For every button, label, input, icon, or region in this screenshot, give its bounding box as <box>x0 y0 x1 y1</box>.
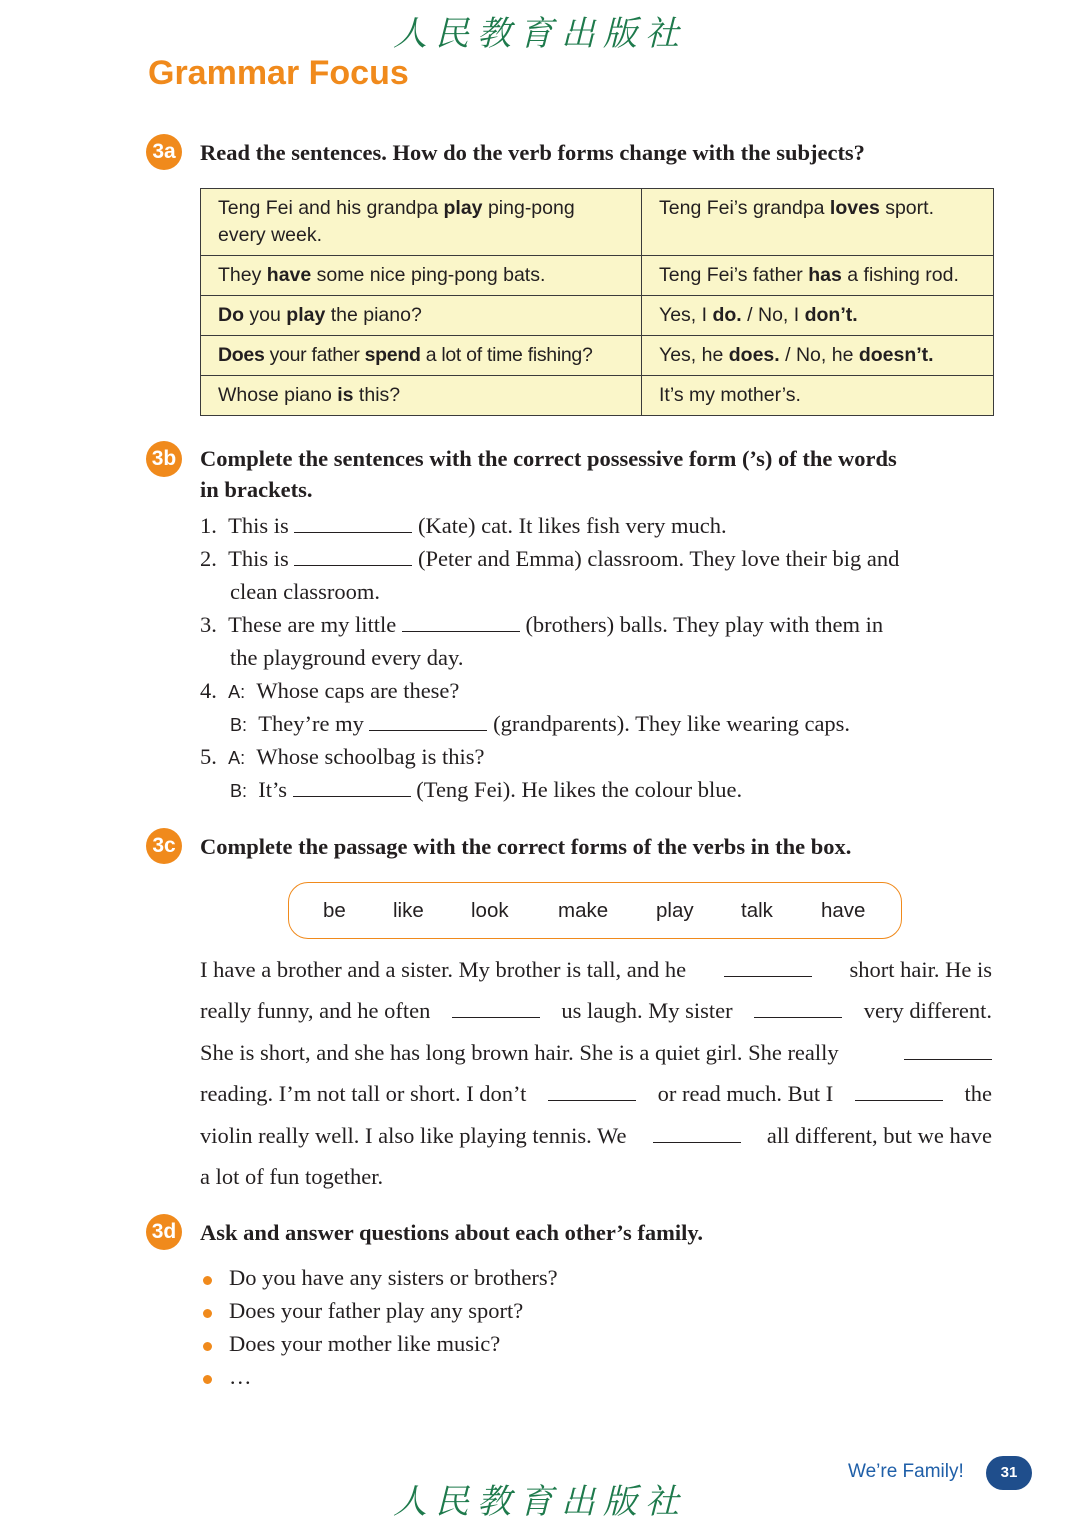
passage-line: violin really well. I also like playing tennis. We all different, but we have <box>200 1123 992 1148</box>
table-cell: Does your father spend a lot of time fishing? <box>201 336 642 376</box>
publisher-watermark-top: 人民教育出版社 <box>393 14 687 54</box>
answer-blank[interactable] <box>294 531 412 533</box>
exercise-badge-3d: 3d <box>146 1214 182 1250</box>
answer-blank[interactable] <box>293 795 411 797</box>
bullet-icon <box>203 1276 212 1285</box>
answer-blank[interactable] <box>724 975 812 977</box>
table-row <box>201 189 994 256</box>
word-look: look <box>471 899 509 922</box>
answer-blank[interactable] <box>855 1099 943 1101</box>
list-item: 2. This is (Peter and Emma) classroom. They love their big and <box>200 546 900 571</box>
word-talk: talk <box>741 899 773 922</box>
list-item: … <box>229 1364 252 1389</box>
publisher-watermark-bottom: 人民教育出版社 <box>393 1482 687 1522</box>
section-title: Grammar Focus <box>148 54 409 92</box>
list-item-continuation: the playground every day. <box>230 645 464 670</box>
list-item: 4. A: Whose caps are these? <box>200 678 460 703</box>
instruction-3c: Complete the passage with the correct forms of the verbs in the box. <box>200 834 852 859</box>
page-number: 31 <box>986 1456 1032 1490</box>
answer-blank[interactable] <box>548 1099 636 1101</box>
passage-line: I have a brother and a sister. My brother is tall, and he short hair. He is <box>200 957 992 982</box>
exercise-badge-3c: 3c <box>146 828 182 864</box>
instruction-3b <box>200 443 990 505</box>
instruction-3d: Ask and answer questions about each other’s family. <box>200 1220 703 1245</box>
table-cell: Do you play the piano? <box>201 296 642 336</box>
table-row <box>201 256 994 296</box>
word-be: be <box>323 899 346 922</box>
instruction-3a: Read the sentences. How do the verb forms change with the subjects? <box>200 140 865 165</box>
answer-blank[interactable] <box>754 1016 842 1018</box>
bullet-icon <box>203 1309 212 1318</box>
list-item-continuation: clean classroom. <box>230 579 380 604</box>
answer-blank[interactable] <box>653 1141 741 1143</box>
list-item: 5. A: Whose schoolbag is this? <box>200 744 485 769</box>
instruction-3b-line1: Complete the sentences with the correct possessive form (’s) of the words <box>200 446 897 471</box>
passage-line: reading. I’m not tall or short. I don’t or read much. But I the <box>200 1081 992 1106</box>
table-row <box>201 296 994 336</box>
table-cell: Teng Fei’s father has a fishing rod. <box>642 256 994 296</box>
table-cell: Yes, he does. / No, he doesn’t. <box>642 336 994 376</box>
answer-blank[interactable] <box>904 1058 992 1060</box>
exercise-badge-3a: 3a <box>146 134 182 170</box>
table-cell: Teng Fei’s grandpa loves sport. <box>642 189 994 256</box>
list-item: 1. This is (Kate) cat. It likes fish very much. <box>200 513 727 538</box>
table-cell: Yes, I do. / No, I don’t. <box>642 296 994 336</box>
list-item: B: It’s (Teng Fei). He likes the colour blue. <box>230 777 743 802</box>
list-item: B: They’re my (grandparents). They like wearing caps. <box>230 711 851 736</box>
word-have: have <box>821 899 866 922</box>
passage-line: really funny, and he often us laugh. My sister very different. <box>200 998 992 1023</box>
bullet-icon <box>203 1375 212 1384</box>
answer-blank[interactable] <box>452 1016 540 1018</box>
list-item: 3. These are my little (brothers) balls. They play with them in <box>200 612 884 637</box>
exercise-badge-3b: 3b <box>146 441 182 477</box>
word-make: make <box>558 899 609 922</box>
answer-blank[interactable] <box>294 564 412 566</box>
table-cell: Teng Fei and his grandpa play ping-pong every week. <box>201 189 642 256</box>
word-play: play <box>656 899 694 922</box>
word-like: like <box>393 899 424 922</box>
passage-line: a lot of fun together. <box>200 1164 384 1189</box>
grammar-table <box>200 188 994 416</box>
answer-blank[interactable] <box>402 630 520 632</box>
table-row <box>201 376 994 416</box>
list-item: Does your mother like music? <box>229 1331 501 1356</box>
word-box <box>288 882 902 939</box>
list-item: Does your father play any sport? <box>229 1298 524 1323</box>
table-cell: They have some nice ping-pong bats. <box>201 256 642 296</box>
table-cell: Whose piano is this? <box>201 376 642 416</box>
answer-blank[interactable] <box>369 729 487 731</box>
bullet-icon <box>203 1342 212 1351</box>
passage-line: She is short, and she has long brown hair. She is a quiet girl. She really <box>200 1040 992 1066</box>
unit-title: We’re Family! <box>848 1461 964 1482</box>
table-cell: It’s my mother’s. <box>642 376 994 416</box>
table-row <box>201 336 994 376</box>
instruction-3b-line2: in brackets. <box>200 477 313 502</box>
list-item: Do you have any sisters or brothers? <box>229 1265 558 1290</box>
